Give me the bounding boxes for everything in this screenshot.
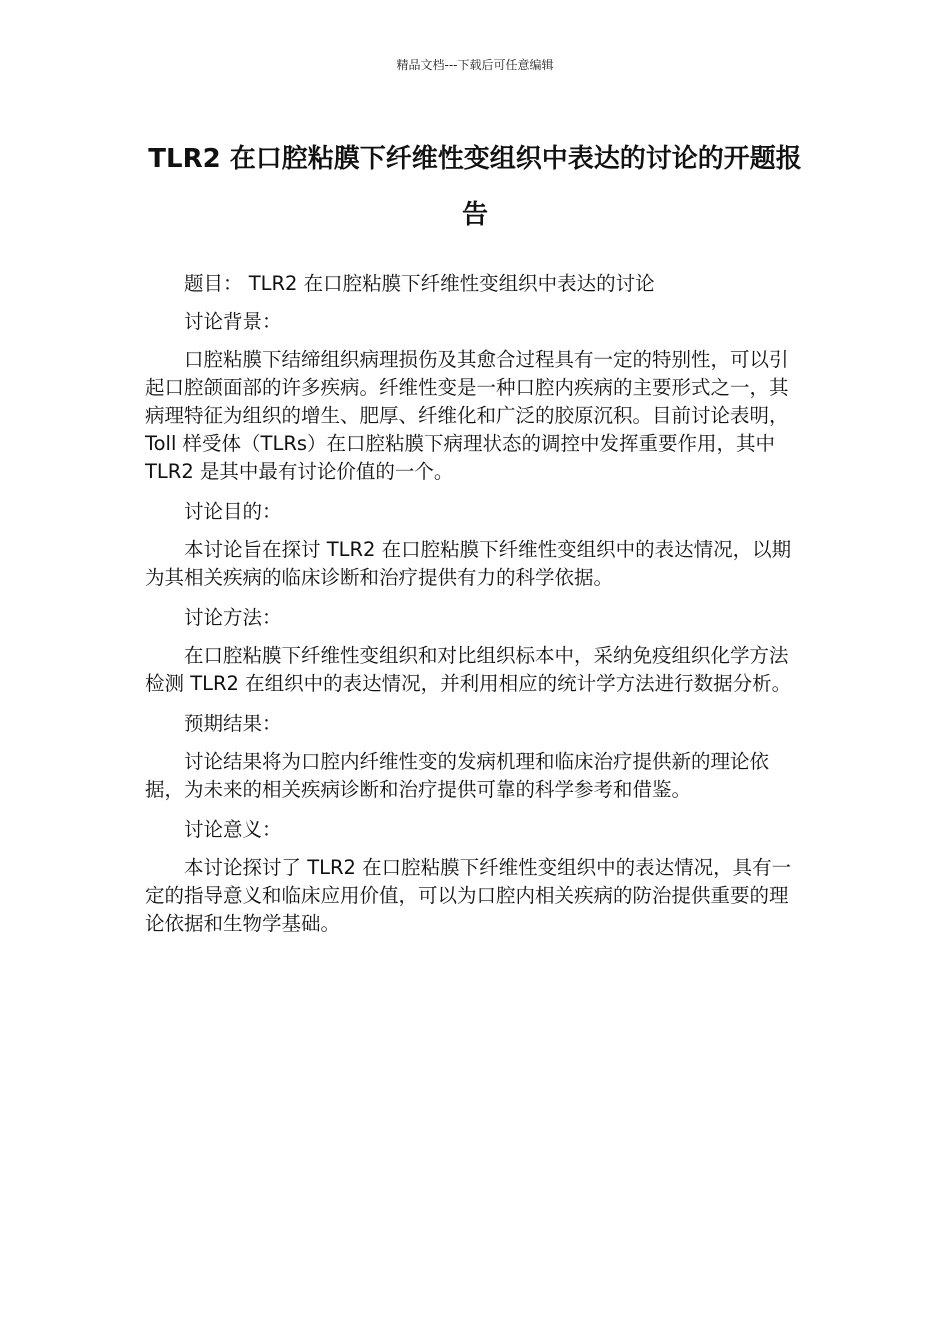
header-note: 精品文档---下载后可任意编辑 — [396, 58, 554, 72]
section-label-expected-results: 预期结果： — [184, 712, 282, 735]
document-body — [145, 270, 807, 950]
document-title: TLR2 在口腔粘膜下纤维性变组织中表达的讨论的开题报告 — [148, 144, 802, 230]
section-label-purpose: 讨论目的： — [184, 500, 282, 523]
section-text-purpose: 本讨论旨在探讨 TLR2 在口腔粘膜下纤维性变组织中的表达情况，以期为其相关疾病的临床诊断和治疗提供有力的科学依据。 — [145, 538, 792, 589]
section-label-background: 讨论背景： — [184, 310, 282, 333]
section-label-method: 讨论方法： — [184, 606, 282, 629]
section-label-significance: 讨论意义： — [184, 818, 282, 841]
section-text-significance: 本讨论探讨了 TLR2 在口腔粘膜下纤维性变组织中的表达情况，具有一定的指导意义和临床应用价值，可以为口腔内相关疾病的防治提供重要的理论依据和生物学基础。 — [145, 856, 792, 935]
section-text-expected-results: 讨论结果将为口腔内纤维性变的发病机理和临床治疗提供新的理论依据，为未来的相关疾病诊断和治疗提供可靠的科学参考和借鉴。 — [145, 750, 770, 801]
section-text-method: 在口腔粘膜下纤维性变组织和对比组织标本中，采纳免疫组织化学方法检测 TLR2 在组织中的表达情况，并利用相应的统计学方法进行数据分析。 — [145, 644, 792, 695]
section-text-background: 口腔粘膜下结缔组织病理损伤及其愈合过程具有一定的特别性，可以引起口腔颌面部的许多疾病。纤维性变是一种口腔内疾病的主要形式之一，其病理特征为组织的增生、肥厚、纤维化和广泛的胶原沉积。目前讨论表明，Toll 样受体（TLRs）在口腔粘膜下病理状态的调控中发挥重要作用，其中 TLR2 是其中最有讨论价值的一个。 — [145, 348, 789, 483]
topic-line: 题目： TLR2 在口腔粘膜下纤维性变组织中表达的讨论 — [184, 272, 655, 295]
